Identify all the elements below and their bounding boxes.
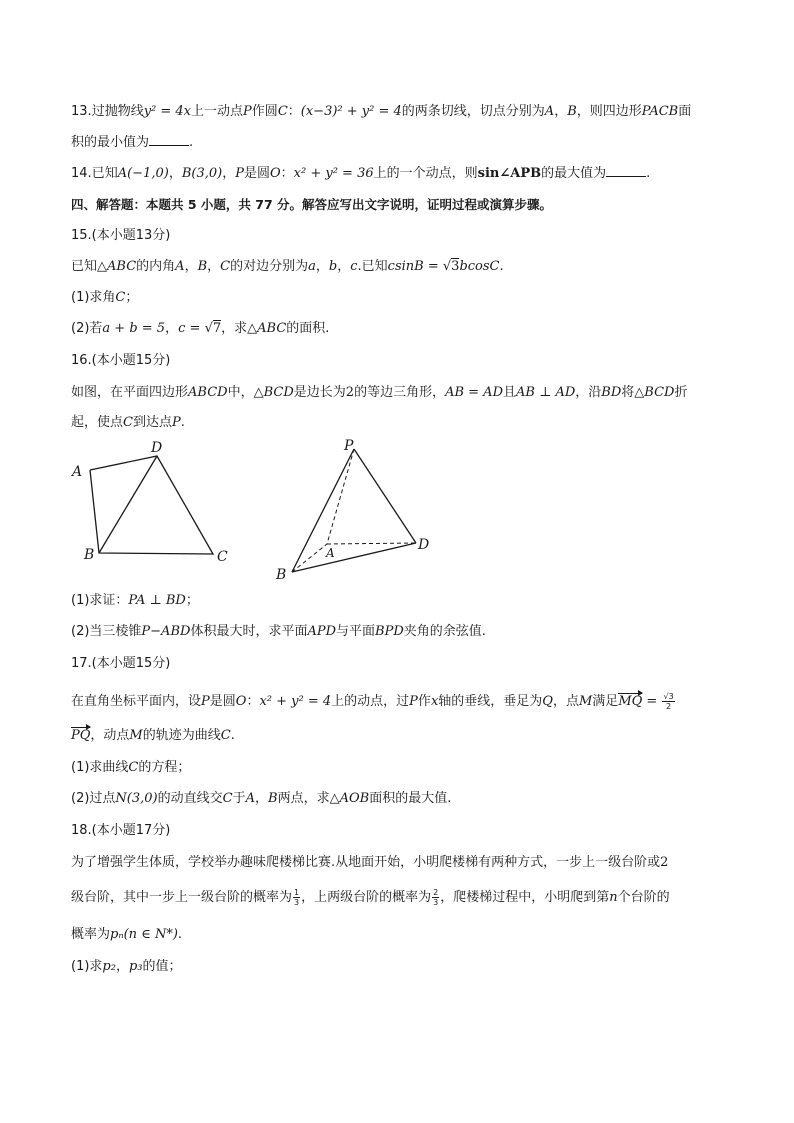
- q16-text: 将: [621, 385, 635, 400]
- q16-text: 的等边三角形，: [354, 385, 446, 400]
- q15-math: C: [115, 290, 126, 305]
- q16-text: 是边长为: [293, 385, 346, 400]
- q18-math: pₙ(n ∈ N*): [110, 927, 178, 942]
- label-d: D: [418, 537, 430, 553]
- q17-text: 作: [417, 694, 431, 709]
- edge-pb: [292, 449, 354, 572]
- q16-math: △BCD: [634, 385, 675, 400]
- q15-text: 的面积.: [286, 321, 330, 336]
- q16-math: P: [171, 415, 181, 430]
- q15-math: b: [328, 259, 338, 274]
- q14-text: 已知: [91, 166, 118, 181]
- q17-math: x: [430, 694, 439, 709]
- q15-math: a + b = 5: [102, 321, 166, 336]
- q17-text: 是圆: [209, 694, 236, 709]
- q18-text: .: [177, 927, 183, 942]
- q14-math: P: [235, 166, 244, 181]
- q13-math: C: [277, 104, 288, 119]
- q16-math: PA ⊥ BD: [128, 593, 186, 608]
- q17-math: P: [409, 694, 418, 709]
- q15-text: ；: [125, 290, 139, 305]
- fraction: [662, 692, 674, 711]
- q17-text: ，动点: [90, 728, 130, 743]
- vector-mq: MQ: [618, 694, 643, 709]
- q17-part1: [71, 759, 190, 777]
- q15-math: B: [197, 259, 208, 274]
- q15-text: ，: [184, 259, 198, 274]
- q13-text: 上一动点: [191, 104, 244, 119]
- q16-math: BD: [601, 385, 622, 400]
- edge-ad-hidden: [327, 543, 416, 544]
- q18-math: n: [609, 890, 618, 905]
- q17-text: ，点: [552, 694, 579, 709]
- vector-pq: PQ: [71, 728, 91, 743]
- label-a: A: [72, 464, 83, 480]
- q15-line1: [71, 258, 504, 276]
- answer-blank[interactable]: [606, 164, 646, 177]
- q17-math: C: [222, 791, 233, 806]
- q16-text: (2)当三棱锥: [71, 624, 142, 639]
- q16-text: ，沿: [575, 385, 602, 400]
- q16-text: 且: [503, 385, 517, 400]
- q15-text: ，: [165, 321, 179, 336]
- label-a: A: [326, 546, 335, 560]
- q13-math: A: [544, 104, 555, 119]
- q16-math: AB ⊥ AD: [516, 385, 576, 400]
- q17-text: 的动直线交: [157, 791, 223, 806]
- label-p: P: [344, 438, 354, 454]
- q17-text: 两点，求: [277, 791, 330, 806]
- q14-line1: [71, 164, 650, 183]
- q16-text: .: [180, 415, 185, 430]
- q15-text: 的对边分别为: [230, 259, 309, 274]
- q16-text: 夹角的余弦值.: [403, 624, 486, 639]
- q16-text: (1)求证：: [71, 593, 129, 608]
- q13-text: 面: [678, 104, 692, 119]
- q15-part1: [71, 289, 138, 307]
- q18-text: ，: [115, 959, 129, 974]
- q13-text: 作圆: [251, 104, 278, 119]
- q15-math: △ABC: [247, 321, 287, 336]
- q16-heading: 16.(本小题15分): [71, 353, 171, 368]
- q16-text: ；: [185, 593, 199, 608]
- q13-line2: [71, 133, 193, 152]
- q15-text: ，: [337, 259, 351, 274]
- q16-part1: [71, 592, 199, 610]
- q14-math: sin∠APB: [477, 166, 542, 181]
- q15-math: c =: [178, 321, 205, 336]
- q13-math: y² = 4x: [143, 104, 192, 119]
- q16-text: 起，使点: [71, 415, 124, 430]
- q15-text: ，求: [221, 321, 248, 336]
- q16-line1: [71, 384, 687, 402]
- fraction: [432, 888, 439, 907]
- q17-math: x² + y² = 4: [259, 694, 332, 709]
- q15-math: C: [220, 259, 231, 274]
- q17-math: N(3,0): [115, 791, 158, 806]
- q15-math: bcosC: [459, 259, 500, 274]
- q15-math: c: [350, 259, 358, 274]
- q13-text: 积的最小值为: [71, 135, 150, 150]
- q15-text: ，: [315, 259, 329, 274]
- q17-math: Q: [542, 694, 553, 709]
- label-b: B: [84, 547, 95, 563]
- q17-text: (1)求曲线: [71, 760, 129, 775]
- q15-text: 的内角: [136, 259, 176, 274]
- q13-math: P: [243, 104, 252, 119]
- q18-text: 的值；: [142, 959, 182, 974]
- q13-text: ，: [554, 104, 568, 119]
- q16-text: 折: [674, 385, 688, 400]
- q15-text: 已知: [71, 259, 98, 274]
- q16-math: 2: [345, 385, 355, 400]
- q17-text: 的方程；: [138, 760, 191, 775]
- fraction-numerator: 2: [433, 888, 439, 897]
- q14-math: O: [269, 166, 281, 181]
- section-heading: 四、解答题：本题共 5 小题，共 77 分。解答应写出文字说明，证明过程或演算步骤。: [71, 197, 553, 212]
- q13-line1: [71, 103, 691, 121]
- sqrt-symbol: √3: [442, 259, 460, 274]
- q13-text: .: [189, 135, 194, 150]
- q17-text: 在直角坐标平面内，设: [71, 694, 202, 709]
- q16-math: P−ABD: [141, 624, 191, 639]
- fraction-numerator: √3: [663, 692, 674, 701]
- q16-math: BPD: [375, 624, 404, 639]
- q14-text: .: [646, 166, 651, 181]
- q15-text: (2)若: [71, 321, 103, 336]
- q16-text: 中，: [227, 385, 254, 400]
- q14-text: 的最大值为: [541, 166, 607, 181]
- q16-text: 到达点: [132, 415, 172, 430]
- radicand: 7: [212, 321, 222, 336]
- q18-text: 个台阶的: [617, 890, 670, 905]
- label-b: B: [276, 567, 287, 583]
- q17-math: △AOB: [329, 791, 370, 806]
- fraction: [293, 888, 300, 907]
- figure-tetrahedron: [270, 433, 440, 583]
- q18-math: p₃: [128, 959, 143, 974]
- edge-pa-hidden: [327, 449, 354, 544]
- q17-text: 轴的垂线，垂足为: [438, 694, 543, 709]
- q17-text: 满足: [592, 694, 619, 709]
- q13-text: ，则四边形: [576, 104, 642, 119]
- q18-text: 级台阶，其中一步上一级台阶的概率为: [71, 890, 293, 905]
- q13-text: 过抛物线: [91, 104, 144, 119]
- q17-text: 于: [232, 791, 246, 806]
- q13-math: (x−3)² + y² = 4: [300, 104, 402, 119]
- q17-math: A: [245, 791, 255, 806]
- fraction-denominator: 3: [294, 898, 300, 907]
- q15-math: a: [308, 259, 316, 274]
- q14-math: x² + y² = 36: [293, 166, 374, 181]
- q14-math: B(3,0): [181, 166, 223, 181]
- q16-math: APD: [307, 624, 337, 639]
- q13-math: B: [567, 104, 577, 119]
- answer-blank[interactable]: [149, 133, 189, 146]
- q18-text: ，爬楼梯过程中，小明爬到第: [440, 890, 610, 905]
- q14-math: A(−1,0): [117, 166, 169, 181]
- q15-math: A: [175, 259, 185, 274]
- q18-text: (1)求: [71, 959, 103, 974]
- q15-math: △ABC: [97, 259, 137, 274]
- q17-math: M: [578, 694, 593, 709]
- q17-text: ：: [246, 694, 260, 709]
- q15-part2: [71, 320, 329, 338]
- edge-pd: [354, 449, 416, 543]
- q17-math: B: [268, 791, 278, 806]
- q15-text: .: [499, 259, 504, 274]
- q18-math: 2: [660, 855, 669, 870]
- q13-text: ：: [287, 104, 301, 119]
- q17-line2: [71, 727, 235, 745]
- q16-math: △BCD: [253, 385, 294, 400]
- diagonal-bd: [99, 456, 157, 553]
- q18-part1: [71, 958, 182, 976]
- q14-text: ：: [280, 166, 294, 181]
- q17-math: C: [220, 728, 231, 743]
- q17-math: O: [235, 694, 247, 709]
- q18-heading: 18.(本小题17分): [71, 823, 171, 838]
- q15-text: .已知: [357, 259, 388, 274]
- q17-text: (2)过点: [71, 791, 116, 806]
- q17-text: 的轨迹为曲线: [142, 728, 221, 743]
- q17-text: 面积的最大值.: [369, 791, 452, 806]
- q17-text: 上的动点，过: [331, 694, 410, 709]
- q17-math: =: [646, 694, 658, 709]
- q16-text: 与平面: [336, 624, 376, 639]
- q15-math: csinB =: [387, 259, 443, 274]
- q15-text: (1)求角: [71, 290, 116, 305]
- fraction-numerator: 1: [294, 888, 300, 897]
- q17-math: P: [201, 694, 210, 709]
- q17-line1: [71, 692, 676, 711]
- q18-line1: [71, 854, 668, 872]
- quadrilateral-edges: [90, 456, 213, 554]
- label-d: D: [151, 440, 163, 456]
- q15-heading: 15.(本小题13分): [71, 228, 171, 243]
- q17-part2: [71, 790, 451, 808]
- q16-math: ABCD: [188, 385, 228, 400]
- q16-line2: [71, 414, 185, 432]
- fraction-denominator: 3: [433, 898, 439, 907]
- q14-text: 是圆: [243, 166, 270, 181]
- q17-heading: 17.(本小题15分): [71, 656, 171, 671]
- q17-math: M: [129, 728, 143, 743]
- q16-text: 体积最大时，求平面: [190, 624, 308, 639]
- q17-math: C: [128, 760, 139, 775]
- q13-text: 的两条切线，切点分别为: [401, 104, 545, 119]
- q14-text: ，: [168, 166, 182, 181]
- q18-text: ，上两级台阶的概率为: [301, 890, 432, 905]
- q13-number: 13.: [71, 104, 92, 119]
- q15-text: ，: [207, 259, 221, 274]
- q16-math: C: [123, 415, 133, 430]
- q14-number: 14.: [71, 166, 92, 181]
- q16-text: 如图，在平面四边形: [71, 385, 189, 400]
- q16-math: AB = AD: [445, 385, 503, 400]
- sqrt-symbol: √7: [204, 321, 222, 336]
- q16-part2: [71, 623, 486, 641]
- q18-line2: [71, 888, 670, 907]
- q17-text: ，: [255, 791, 269, 806]
- radicand: 3: [451, 259, 460, 274]
- q18-text: 为了增强学生体质，学校举办趣味爬楼梯比赛.从地面开始，小明爬楼梯有两种方式，一步上一级台阶或: [71, 855, 661, 870]
- q18-math: p₂: [102, 959, 116, 974]
- figure-quadrilateral: [64, 437, 244, 569]
- label-c: C: [217, 549, 228, 565]
- fraction-denominator: 2: [666, 702, 672, 711]
- q14-text: ，: [222, 166, 236, 181]
- q18-text: 概率为: [71, 927, 111, 942]
- q17-text: .: [230, 728, 235, 743]
- q18-line3: [71, 926, 182, 944]
- q14-text: 上的一个动点，则: [373, 166, 478, 181]
- q13-math: PACB: [641, 104, 679, 119]
